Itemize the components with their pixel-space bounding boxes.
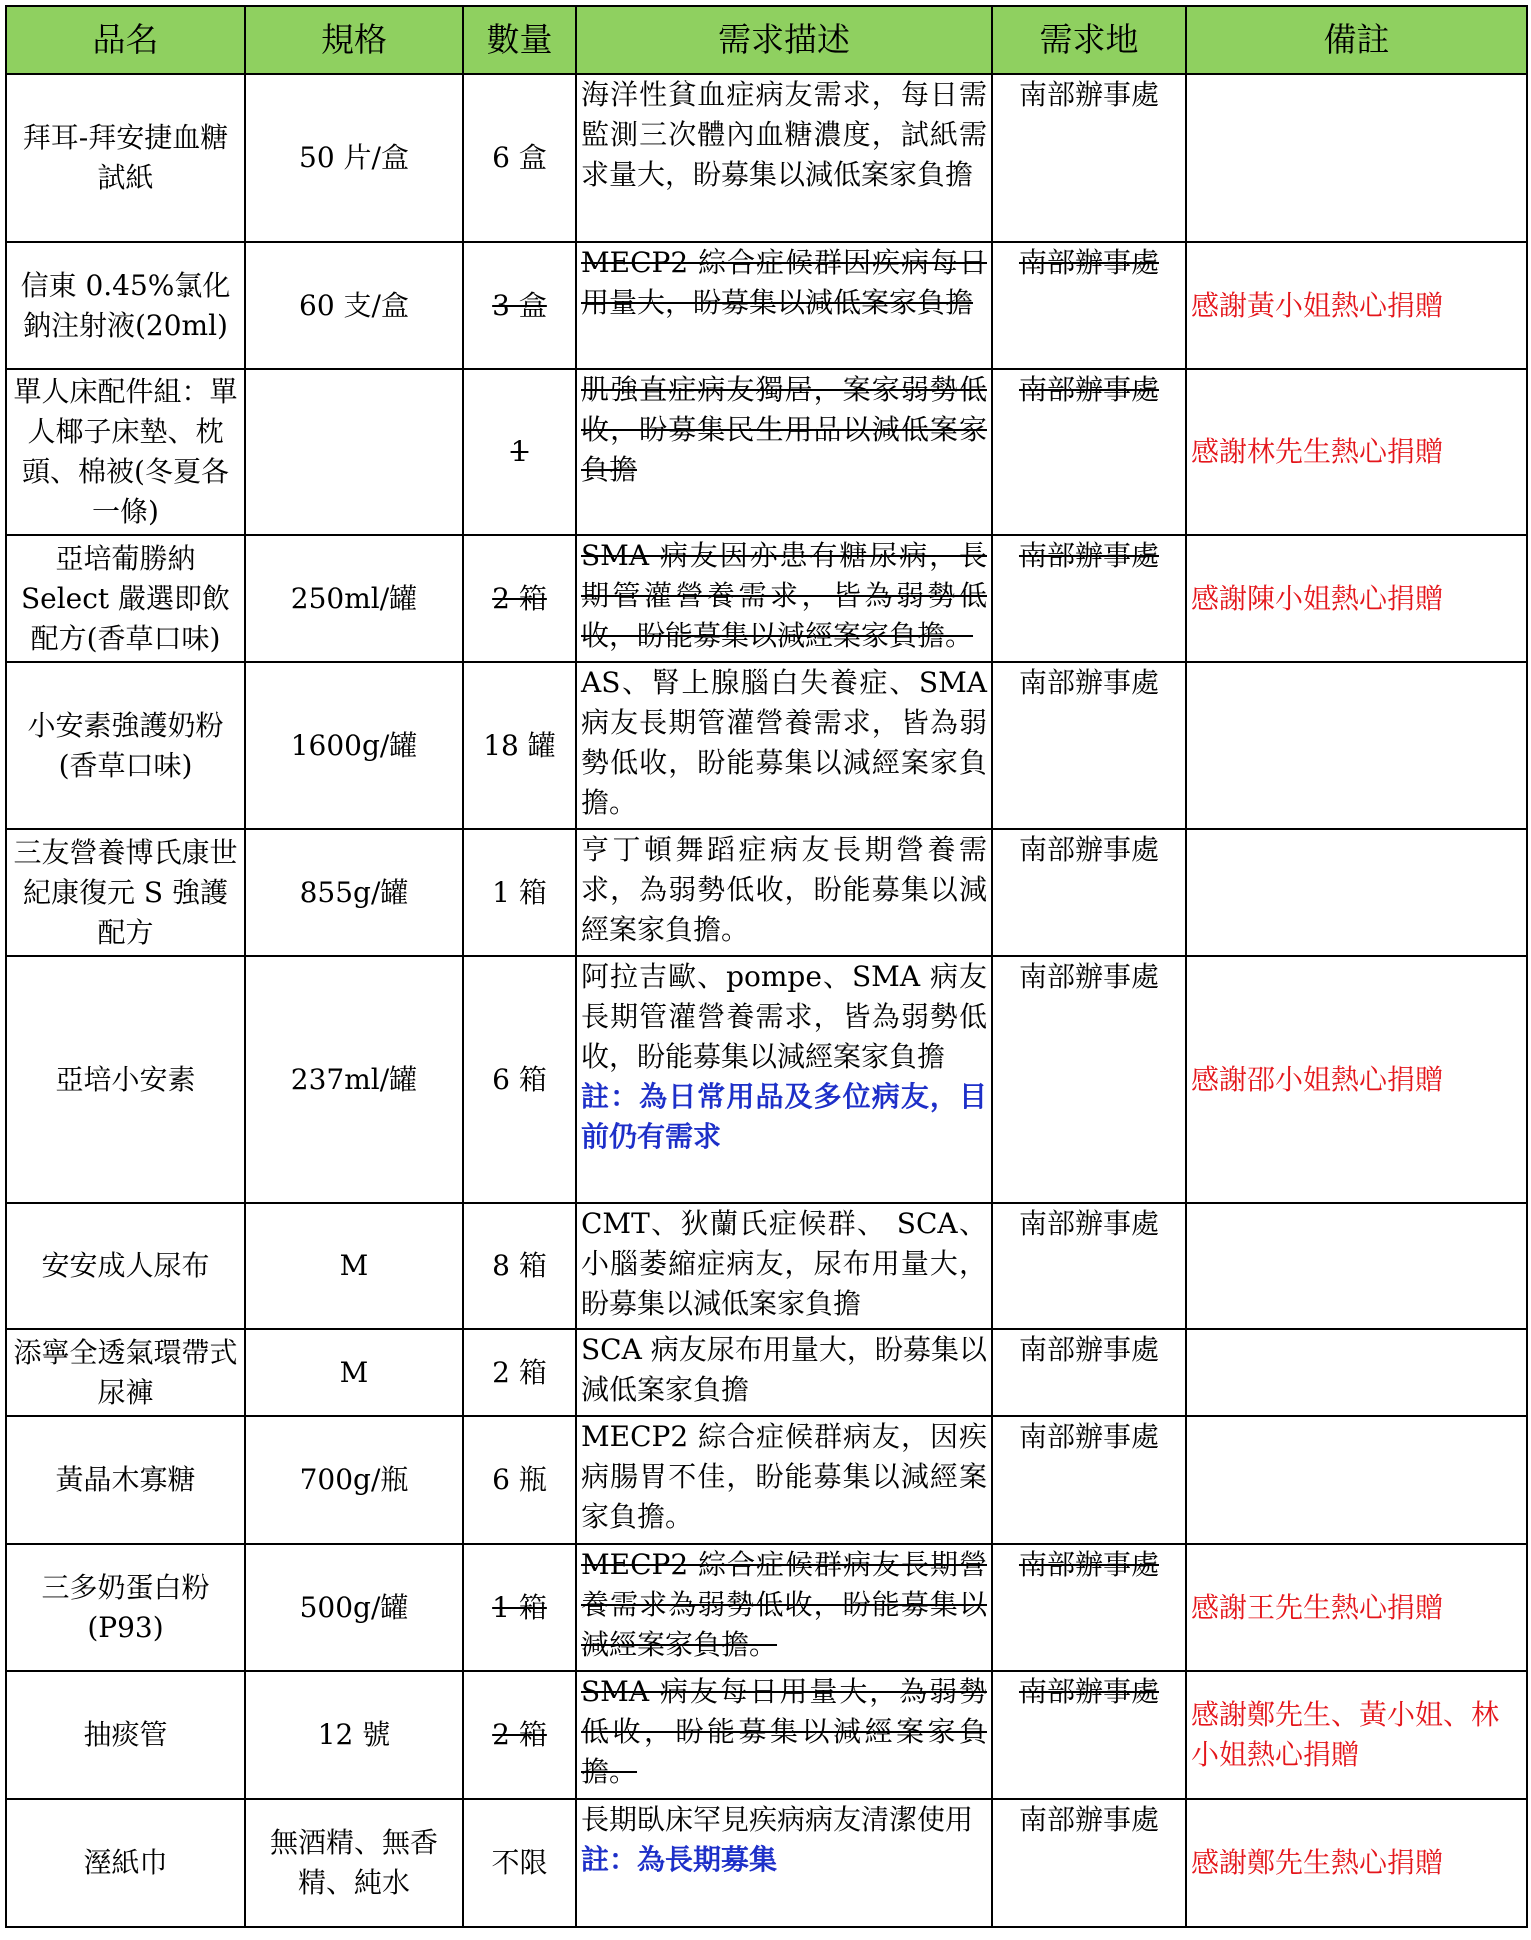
cell-spec (245, 369, 463, 535)
cell-desc (576, 1203, 992, 1329)
cell-desc-text: AS、腎上腺腦白失養症、SMA 病友長期管灌營養需求，皆為弱勢低收，盼能募集以減經案家負擔。 (581, 666, 987, 819)
cell-loc (992, 829, 1186, 956)
cell-loc (992, 1329, 1186, 1416)
cell-loc (992, 535, 1186, 662)
cell-note-text: 感謝鄭先生熱心捐贈 (1191, 1846, 1444, 1879)
cell-desc (576, 74, 992, 242)
cell-loc-text: 南部辦事處 (1018, 1333, 1159, 1366)
cell-spec (245, 1416, 463, 1544)
cell-qty (463, 74, 576, 242)
cell-note (1186, 1671, 1527, 1799)
cell-desc (576, 662, 992, 829)
cell-name-text: 拜耳-拜安捷血糖試紙 (22, 121, 229, 194)
table-row (6, 662, 1527, 829)
cell-desc-text: MECP2 綜合症候群病友長期營養需求為弱勢低收，盼能募集以減經案家負擔。 (581, 1548, 987, 1661)
cell-loc (992, 242, 1186, 369)
cell-name (6, 535, 245, 662)
cell-name (6, 74, 245, 242)
cell-spec-text: M (339, 1355, 369, 1389)
cell-spec-text: 700g/瓶 (299, 1463, 409, 1496)
cell-spec-text: 1600g/罐 (290, 728, 418, 762)
cell-name-text: 安安成人尿布 (41, 1249, 210, 1282)
table-row (6, 1799, 1527, 1927)
cell-desc (576, 956, 992, 1203)
cell-desc (576, 1799, 992, 1927)
cell-name (6, 956, 245, 1203)
cell-spec-text: 50 片/盒 (299, 141, 409, 174)
cell-loc (992, 1416, 1186, 1544)
table-row (6, 956, 1527, 1203)
cell-loc-text: 南部辦事處 (1018, 539, 1159, 572)
cell-name-text: 抽痰管 (83, 1718, 168, 1751)
cell-name (6, 369, 245, 535)
cell-qty (463, 1671, 576, 1799)
table-row (6, 1329, 1527, 1416)
cell-note (1186, 1329, 1527, 1416)
cell-qty (463, 662, 576, 829)
cell-desc-text: 長期臥床罕見疾病病友清潔使用 (581, 1803, 974, 1836)
cell-note (1186, 1203, 1527, 1329)
cell-note (1186, 662, 1527, 829)
table-row (6, 1544, 1527, 1671)
cell-name (6, 242, 245, 369)
cell-qty (463, 242, 576, 369)
cell-desc (576, 535, 992, 662)
cell-name-text: 溼紙巾 (83, 1846, 168, 1879)
cell-name (6, 1329, 245, 1416)
cell-loc-text: 南部辦事處 (1018, 78, 1159, 111)
header-row (6, 6, 1527, 74)
cell-qty-text: 2 箱 (492, 1718, 547, 1751)
cell-desc-text: 肌強直症病友獨居，案家弱勢低收，盼募集民生用品以減低案家負擔 (581, 373, 987, 486)
cell-qty-text: 8 箱 (492, 1249, 547, 1282)
cell-spec-text: 60 支/盒 (299, 288, 409, 322)
cell-name-text: 三多奶蛋白粉(P93) (41, 1570, 210, 1644)
cell-note-text: 感謝鄭先生、黃小姐、林小姐熱心捐贈 (1191, 1698, 1500, 1771)
cell-qty-text: 6 瓶 (492, 1463, 547, 1496)
header-desc: 需求描述 (576, 6, 992, 74)
cell-desc-note: 註：為長期募集 (581, 1843, 778, 1876)
cell-spec (245, 1203, 463, 1329)
cell-desc-text: 海洋性貧血症病友需求，每日需監測三次體內血糖濃度，試紙需求量大，盼募集以減低案家負擔 (581, 78, 987, 191)
cell-qty-text: 2 箱 (492, 1355, 547, 1389)
cell-spec-text: 250ml/罐 (290, 581, 418, 615)
cell-loc (992, 1544, 1186, 1671)
cell-loc (992, 1799, 1186, 1927)
cell-desc-text: CMT、狄蘭氏症候群、 SCA、小腦萎縮症病友，尿布用量大，盼募集以減低案家負擔 (581, 1207, 987, 1320)
cell-qty-text: 6 盒 (492, 141, 547, 174)
table-row (6, 74, 1527, 242)
cell-loc-text: 南部辦事處 (1018, 960, 1159, 993)
cell-desc (576, 369, 992, 535)
cell-qty (463, 535, 576, 662)
cell-loc-text: 南部辦事處 (1018, 1207, 1159, 1240)
cell-note-text: 感謝邵小姐熱心捐贈 (1191, 1062, 1444, 1096)
header-name: 品名 (6, 6, 245, 74)
cell-loc (992, 1671, 1186, 1799)
cell-loc (992, 1203, 1186, 1329)
cell-name-text: 信東 0.45%氯化鈉注射液(20ml) (20, 268, 231, 342)
cell-name (6, 1416, 245, 1544)
cell-desc (576, 1671, 992, 1799)
cell-note (1186, 369, 1527, 535)
cell-qty-text: 18 罐 (483, 728, 556, 762)
cell-desc-note: 註：為日常用品及多位病友，目前仍有需求 (581, 1080, 987, 1153)
header-loc: 需求地 (992, 6, 1186, 74)
cell-spec (245, 956, 463, 1203)
cell-spec-text: 237ml/罐 (290, 1062, 418, 1096)
cell-loc-text: 南部辦事處 (1018, 666, 1159, 699)
cell-note (1186, 1416, 1527, 1544)
table-row (6, 242, 1527, 369)
cell-desc (576, 829, 992, 956)
cell-desc-text: SMA 病友因亦患有糖尿病，長期管灌營養需求，皆為弱勢低收，盼能募集以減經案家負擔。 (581, 539, 987, 652)
cell-name (6, 1799, 245, 1927)
cell-name-text: 添寧全透氣環帶式尿褲 (13, 1335, 238, 1409)
cell-desc (576, 1544, 992, 1671)
cell-qty-text: 3 盒 (492, 288, 547, 322)
cell-note (1186, 242, 1527, 369)
cell-loc-text: 南部辦事處 (1018, 373, 1159, 406)
cell-spec (245, 662, 463, 829)
cell-loc-text: 南部辦事處 (1018, 833, 1159, 866)
cell-qty (463, 1416, 576, 1544)
cell-name-text: 小安素強護奶粉(香草口味) (27, 708, 224, 782)
cell-note (1186, 1544, 1527, 1671)
cell-qty (463, 1544, 576, 1671)
table-row (6, 1416, 1527, 1544)
cell-desc (576, 242, 992, 369)
cell-qty (463, 829, 576, 956)
cell-loc (992, 369, 1186, 535)
cell-spec-text: 12 號 (317, 1718, 391, 1751)
cell-qty (463, 1799, 576, 1927)
cell-note (1186, 829, 1527, 956)
cell-qty-text: 1 箱 (492, 875, 547, 909)
table-row (6, 1671, 1527, 1799)
cell-loc-text: 南部辦事處 (1018, 1675, 1159, 1708)
cell-name (6, 1671, 245, 1799)
header-note: 備註 (1186, 6, 1527, 74)
cell-name (6, 1203, 245, 1329)
header-qty: 數量 (463, 6, 576, 74)
cell-spec (245, 829, 463, 956)
cell-note-text: 感謝王先生熱心捐贈 (1191, 1590, 1444, 1624)
cell-name-text: 單人床配件組：單人椰子床墊、枕頭、棉被(冬夏各一條) (13, 375, 238, 528)
cell-loc (992, 662, 1186, 829)
cell-note (1186, 956, 1527, 1203)
cell-name (6, 829, 245, 956)
cell-spec-text: 500g/罐 (299, 1590, 409, 1624)
cell-loc-text: 南部辦事處 (1018, 1803, 1159, 1836)
cell-qty-text: 1 (510, 435, 529, 468)
cell-desc-text: 阿拉吉歐、pompe、SMA 病友長期管灌營養需求，皆為弱勢低收，盼能募集以減經案家負擔 (581, 960, 987, 1073)
table-row (6, 535, 1527, 662)
cell-note (1186, 535, 1527, 662)
cell-desc (576, 1329, 992, 1416)
header-spec: 規格 (245, 6, 463, 74)
cell-spec (245, 1544, 463, 1671)
cell-name-text: 三友營養博氏康世紀康復元 S 強護配方 (13, 835, 238, 949)
cell-qty-text: 不限 (491, 1846, 548, 1879)
cell-name (6, 1544, 245, 1671)
cell-note-text: 感謝林先生熱心捐贈 (1191, 435, 1444, 468)
cell-qty (463, 1203, 576, 1329)
cell-desc (576, 1416, 992, 1544)
cell-qty (463, 369, 576, 535)
cell-loc-text: 南部辦事處 (1018, 1420, 1159, 1453)
table-row (6, 1203, 1527, 1329)
cell-qty-text: 6 箱 (492, 1062, 547, 1096)
cell-name-text: 亞培小安素 (55, 1062, 196, 1096)
cell-qty-text: 1 箱 (492, 1590, 547, 1624)
cell-desc-text: MECP2 綜合症候群病友，因疾病腸胃不佳，盼能募集以減經案家負擔。 (581, 1420, 987, 1533)
cell-name (6, 662, 245, 829)
cell-spec (245, 242, 463, 369)
cell-name-text: 亞培葡勝納 Select 嚴選即飲配方(香草口味) (20, 541, 231, 655)
cell-loc (992, 956, 1186, 1203)
cell-note-text: 感謝陳小姐熱心捐贈 (1191, 581, 1444, 615)
cell-spec (245, 1799, 463, 1927)
cell-desc-text: SMA 病友每日用量大，為弱勢低收，盼能募集以減經案家負擔。 (581, 1675, 987, 1788)
cell-name-text: 黃晶木寡糖 (55, 1463, 196, 1496)
cell-desc-text: SCA 病友尿布用量大，盼募集以減低案家負擔 (581, 1333, 987, 1406)
cell-note (1186, 1799, 1527, 1927)
cell-desc-text: MECP2 綜合症候群因疾病每日用量大，盼募集以減低案家負擔 (581, 246, 987, 319)
cell-qty (463, 956, 576, 1203)
table-row (6, 829, 1527, 956)
cell-spec (245, 1671, 463, 1799)
cell-spec (245, 74, 463, 242)
donation-needs-table-wrapper (5, 5, 1526, 1928)
cell-spec (245, 1329, 463, 1416)
cell-qty (463, 1329, 576, 1416)
cell-spec-text: M (339, 1249, 369, 1282)
cell-loc-text: 南部辦事處 (1018, 246, 1159, 279)
cell-spec-text: 855g/罐 (299, 875, 409, 909)
table-row (6, 369, 1527, 535)
donation-needs-table (5, 5, 1528, 1928)
cell-spec (245, 535, 463, 662)
cell-loc-text: 南部辦事處 (1018, 1548, 1159, 1581)
table-body (6, 74, 1527, 1927)
cell-note-text: 感謝黃小姐熱心捐贈 (1191, 288, 1444, 322)
cell-note (1186, 74, 1527, 242)
cell-spec-text: 無酒精、無香精、純水 (269, 1826, 438, 1899)
cell-qty-text: 2 箱 (492, 581, 547, 615)
cell-loc (992, 74, 1186, 242)
cell-desc-text: 亨丁頓舞蹈症病友長期營養需求，為弱勢低收，盼能募集以減經案家負擔。 (581, 833, 987, 946)
